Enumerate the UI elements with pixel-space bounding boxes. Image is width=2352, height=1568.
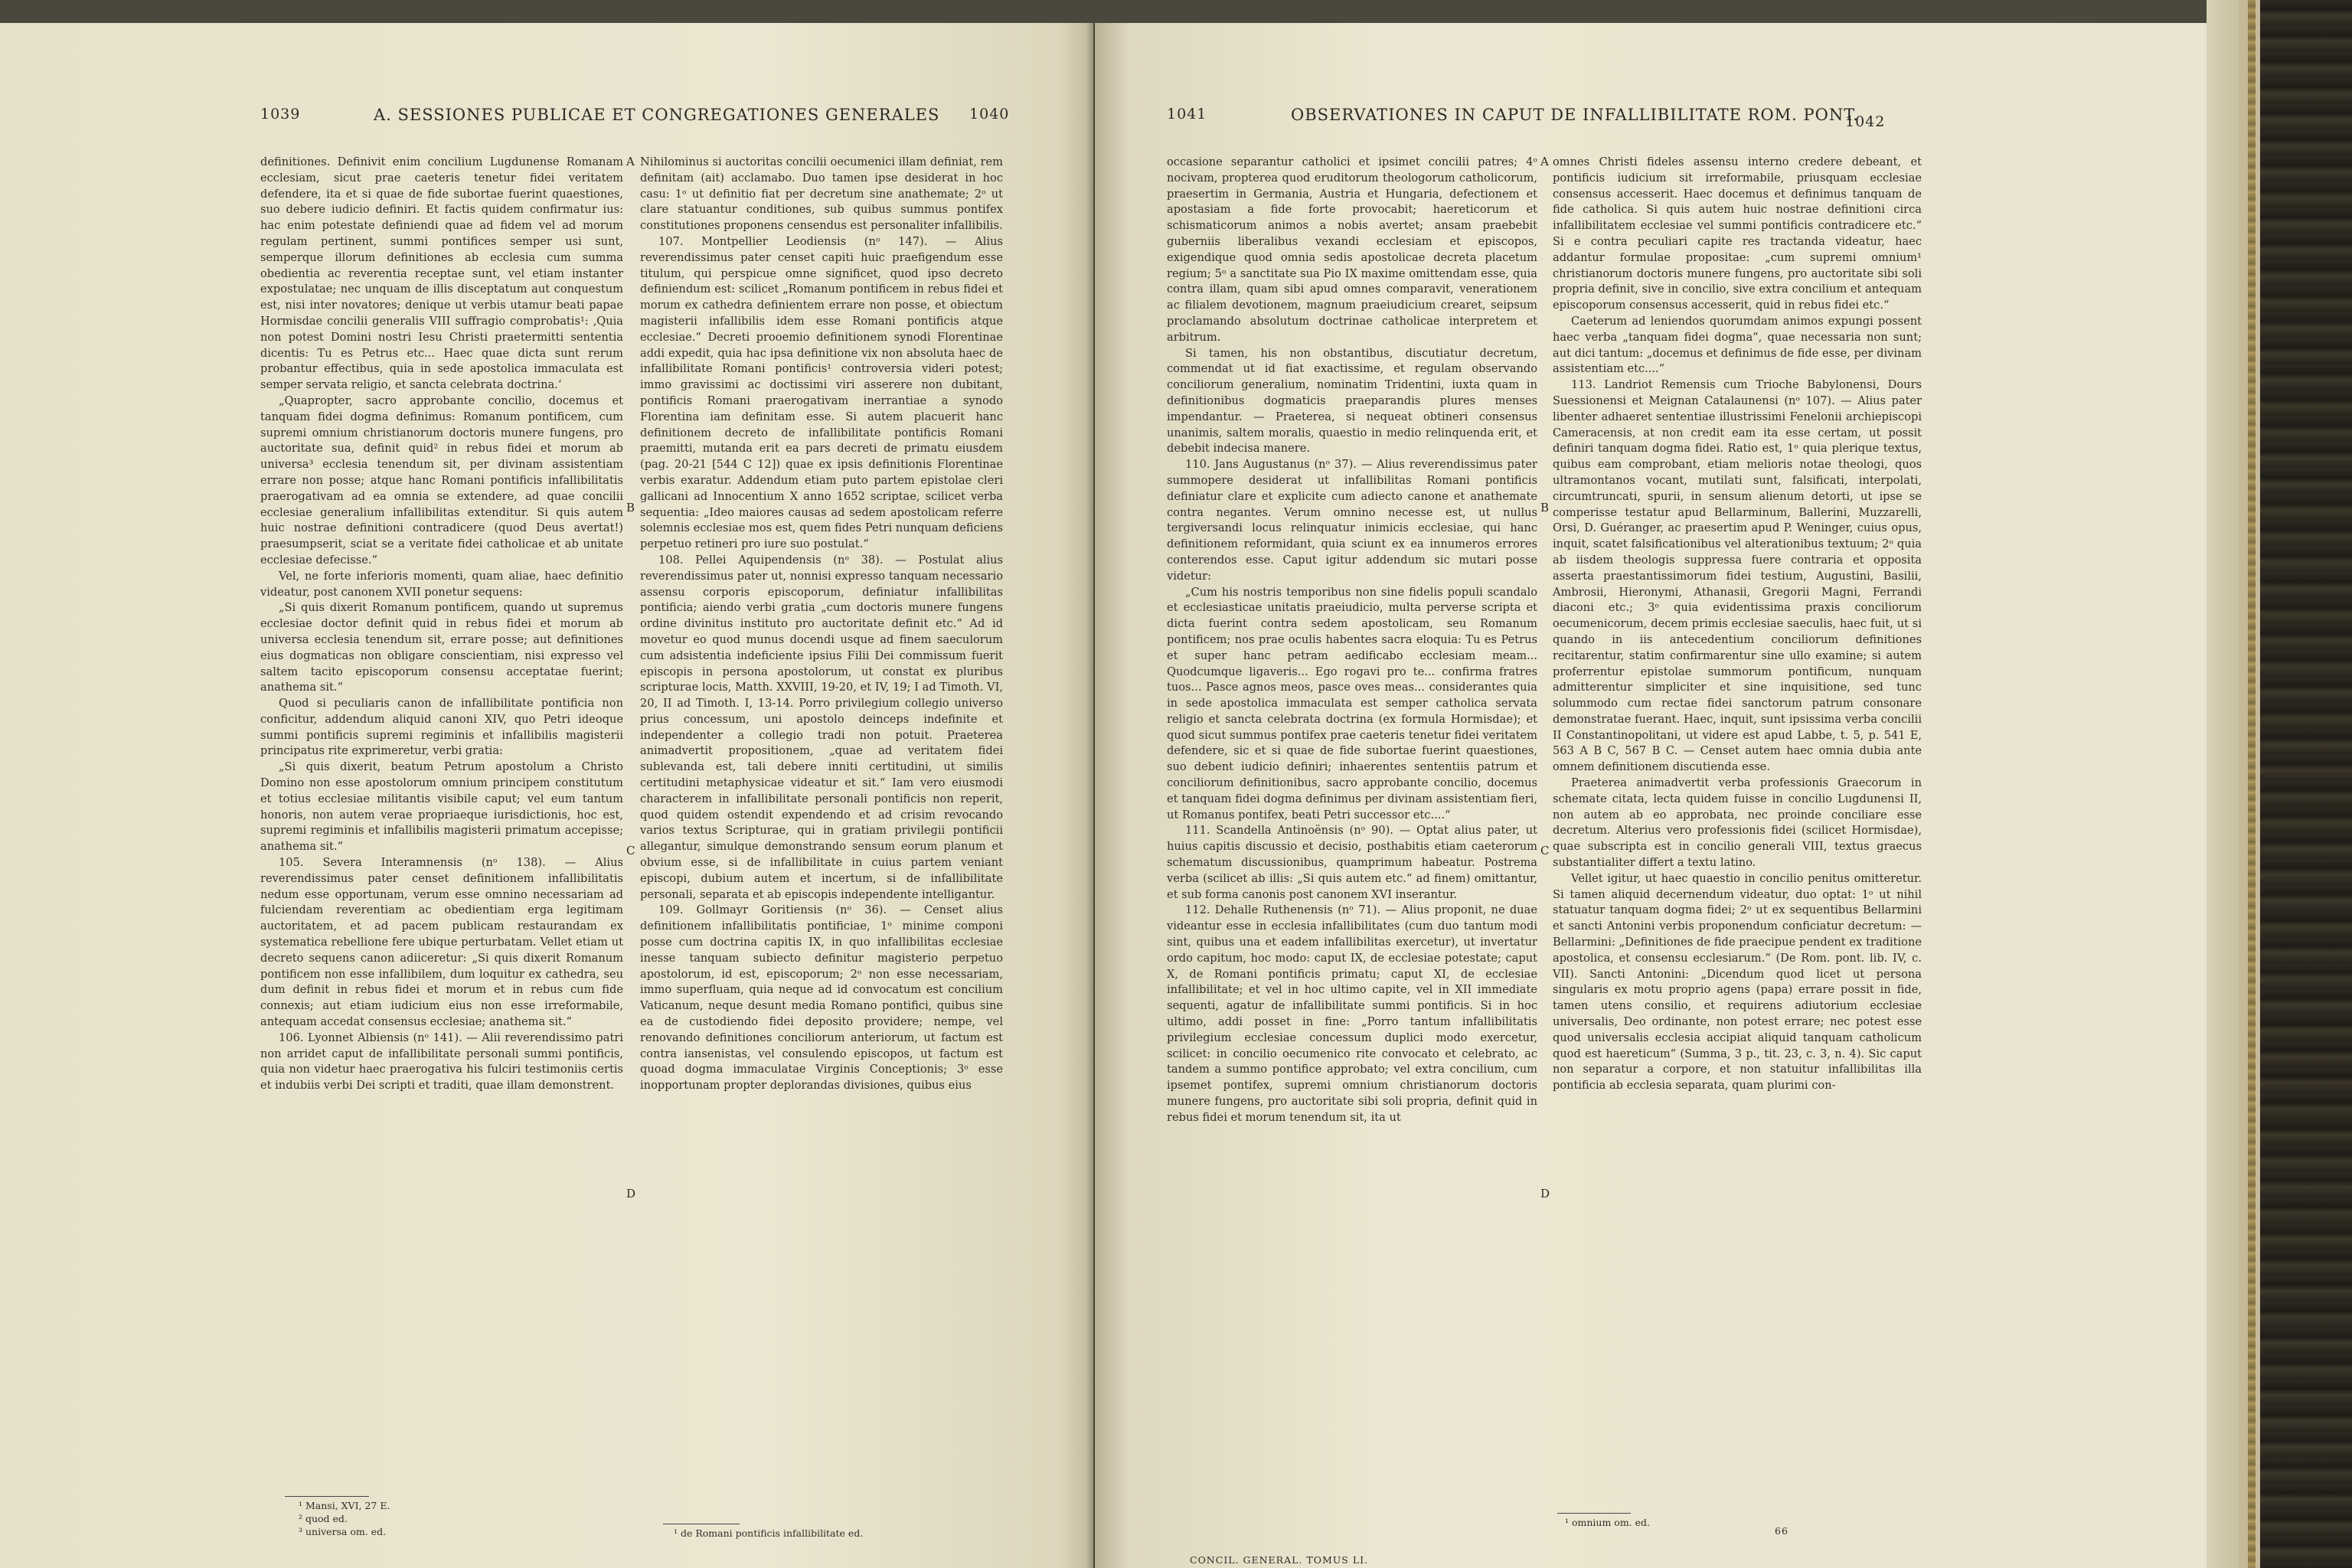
left-page <box>0 23 1093 1568</box>
margin-mark-a: A <box>1540 155 1549 168</box>
footnote: ² quod ed. <box>299 1513 348 1524</box>
paragraph: 110. Jans Augustanus (nᵒ 37). — Alius reverendissimus pater summopere desiderat ut infallibilitas Romani pontificis definiatur clare et explicite cum adiecto canone et anathemate contra negantes. Verum omnino necesse est, ut nullus tergiversandi locus relinquatur inimicis ecclesiae, qui hanc definitionem reformidant, quia sciunt ex ea innumeros errores conterendos esse. Caput igitur addendum sic mutari posse videtur: <box>1167 458 1537 583</box>
margin-mark-d: D <box>626 1187 636 1200</box>
signature-number: 66 <box>1775 1525 1788 1537</box>
paragraph: „Cum his nostris temporibus non sine fidelis populi scandalo et ecclesiasticae unitatis praeiudicio, multa perverse scripta et dicta fuerint contra sedem apostolicam, seu Romanum pontificem; nos prae oculis habentes sacra eloquia: Tu es Petrus et super hanc petram aedificabo ecclesiam meam... Quodcumque ligaveris... Ego rogavi pro te... confirma fratres tuos... Pasce agnos meos, pasce oves meas... considerantes quia in sede apostolica immaculata est semper catholica servata religio et sancta celebrata doctrina (ex formula Hormisdae); et quod sicut summus pontifex prae caeteris tenetur fidei veritatem defendere, sic et si quae de fide subortae fuerint quaestiones, suo debent iudicio definiri; inhaerentes sententiis patrum et conciliorum definitionibus, sacro approbante concilio, docemus et tanquam fidei dogma definimus per divinam assistentiam fieri, ut Romanus pontifex, beati Petri successor etc....“ <box>1167 585 1537 822</box>
footnote: ¹ Mansi, XVI, 27 E. <box>299 1500 390 1511</box>
left-page-column-b <box>640 155 1003 1094</box>
paragraph: „Si quis dixerit Romanum pontificem, quando ut supremus ecclesiae doctor definit quid in rebus fidei et morum ab universa ecclesia tenendum sit, errare posse; aut definitiones eius dogmaticas non obligare conscientiam, nisi expresso vel saltem tacito episcoporum consensu acceptatae fuerint; anathema sit.“ <box>260 601 623 694</box>
page-number-1039: 1039 <box>260 106 301 122</box>
paragraph: 106. Lyonnet Albiensis (nᵒ 141). — Alii reverendissimo patri non arridet caput de infallibilitate personali summi pontificis, quia non videtur haec praerogativa his fulciri testimoniis certis et indubiis verbi Dei scripti et traditi, quae illam demonstrent. <box>260 1031 623 1093</box>
paragraph: definitiones. Definivit enim concilium Lugdunense Romanam ecclesiam, sicut prae caeteris tenetur fidei veritatem defendere, ita et si quae de fide subortae fuerint quaestiones, suo debere iudicio definiri. Et factis quidem confirmatur ius: hac enim potestate definiendi quae ad fidem vel ad morum regulam pertinent, summi pontifices semper usi sunt, semperque illorum definitiones ab ecclesia cum summa obedientia ac reverentia receptae sunt, vel etiam instanter expostulatae; nec unquam de illis disceptatum aut conquestum est, nisi inter novatores; denique ut verbis utamur beati papae Hormisdae concilii generalis VIII suffragio comprobatis¹: ‚Quia non potest Domini nostri Iesu Christi praetermitti sententia dicentis: Tu es Petrus etc... Haec quae dicta sunt rerum probantur effectibus, quia in sede apostolica immaculata est semper servata religio, et sancta celebrata doctrina.‘ <box>260 155 623 392</box>
paragraph: omnes Christi fideles assensu interno credere debeant, et pontificis iudicium sit irreformabile, priusquam ecclesiae consensus accesserit. Haec docemus et definimus tanquam de fide catholica. Si quis autem huic nostrae definitioni circa infallibilitatem ecclesiae vel summi pontificis contradicere etc.“ Si e contra peculiari capite res tractanda videatur, haec addantur formulae propositae: „cum supremi omnium¹ christianorum doctoris munere fungens, pro auctoritate sibi soli propria definit, sive in concilio, sive extra concilium et antequam episcoporum consensus accesserit, quid in rebus fidei etc.“ <box>1553 155 1922 312</box>
paragraph: Si tamen, his non obstantibus, discutiatur decretum, commendat ut id fiat exactissime, et regulam observando conciliorum generalium, nominatim Tridentini, iuxta quam in definitionibus dogmaticis praeparandis plures menses impendantur. — Praeterea, si nequeat obtineri consensus unanimis, saltem moralis, quaestio in medio relinquenda erit, et debebit indecisa manere. <box>1167 346 1537 456</box>
paragraph: 113. Landriot Remensis cum Trioche Babylonensi, Dours Suessionensi et Meignan Catalaunensi (nᵒ 107). — Alius pater libenter adhaeret sententiae illustrissimi Fenelonii archiepiscopi Cameracensis, at non credit eam ita esse certam, ut possit definiri tanquam dogma fidei. Ratio est, 1ᵒ quia plerique textus, quibus eam comprobant, etiam melioris notae theologi, quos ultramontanos vocant, mutilati sunt, falsificati, interpolati, circumtruncati, spurii, in sensum alienum detorti, ut ipse se comperisse testatur apud Bellarminum, Ballerini, Muzzarelli, Orsi, D. Guéranger, ac praesertim apud P. Weninger, cuius opus, inquit, scatet falsificationibus vel alterationibus textuum; 2ᵒ quia ab iisdem theologis suppressa fuere contraria et opposita asserta praestantissimorum fidei testium, Augustini, Basilii, Ambrosii, Hieronymi, Athanasii, Gregorii Magni, Ferrandi diaconi etc.; 3ᵒ quia evidentissima praxis conciliorum oecumenicorum, decem primis ecclesiae saeculis, haec fuit, ut si quando in iis antecedentium conciliorum definitiones recitarentur, statim confirmarentur sine ullo examine; si autem proferrentur epistolae summorum pontificum, nunquam admitterentur simpliciter et sine inquisitione, sed tunc solummodo cum rectae fidei sanctorum patrum consonare demonstratae fuerant. Haec, inquit, sunt ipsissima verba concilii II Constantinopolitani, ut videre est apud Labbe, t. 5, p. 541 E, 563 A B C, 567 B C. — Censet autem haec omnia dubia ante omnem definitionem discutienda esse. <box>1553 378 1922 774</box>
running-title-right: OBSERVATIONES IN CAPUT DE INFALLIBILITATE ROM. PONT. <box>1291 106 1859 124</box>
footnotes-left-col-a <box>299 1499 390 1538</box>
paragraph: Vellet igitur, ut haec quaestio in concilio penitus omitteretur. Si tamen aliquid decernendum videatur, duo optat: 1ᵒ ut nihil statuatur tanquam dogma fidei; 2ᵒ ut ex sequentibus Bellarmini et sancti Antonini verbis proponendum conficiatur decretum: — Bellarmini: „Definitiones de fide praecipue pendent ex traditione apostolica, et consensu ecclesiarum.“ (De Rom. pont. lib. IV, c. VII). Sancti Antonini: „Dicendum quod licet ut persona singularis ex motu proprio agens (papa) errare possit in fide, tamen utens consilio, et requirens adiutorium ecclesiae universalis, Deo ordinante, non potest errare; nec potest esse quod universalis ecclesia accipiat aliquid tanquam catholicum quod est haereticum“ (Summa, 3 p., tit. 23, c. 3, n. 4). Sic caput non separatur a corpore, et non statuitur infallibilitas illa pontificia ab ecclesia separata, quam plurimi con- <box>1553 871 1922 1093</box>
paragraph: 107. Montpellier Leodiensis (nᵒ 147). — Alius reverendissimus pater censet capiti huic praefigendum esse titulum, qui perspicue omne significet, quod ipso decreto definiendum est: scilicet „Romanum pontificem in rebus fidei et morum ex cathedra definientem errare non posse, et obiectum magisterii infallibilis idem esse Romani pontificis atque ecclesiae.“ Decreti prooemio definitionem synodi Florentinae addi expedit, quia hac ipsa definitione vix non absoluta haec de infallibilitate Romani pontificis¹ controversia videri potest; immo gravissimi ac doctissimi viri asserere non dubitant, pontificis Romani praerogativam inerrantiae a synodo Florentina iam definitam esse. Si autem placuerit hanc definitionem decreto de infallibilitate pontificis Romani praemitti, mutanda erit ea pars decreti de primatu eiusdem (pag. 20-21 [544 C 12]) quae ex ipsis definitionis Florentinae verbis exaratur. Addendum etiam puto partem epistolae cleri gallicani ad Innocentium X anno 1652 scriptae, scilicet verba sequentia: „Ideo maiores causas ad sedem apostolicam referre solemnis ecclesiae mos est, quem fides Petri nunquam deficiens perpetuo retineri pro iure suo postulat.“ <box>640 234 1003 551</box>
margin-mark-c: C <box>1540 844 1550 858</box>
footnote-left-col-b: ¹ de Romani pontificis infallibilitate ed. <box>674 1527 864 1539</box>
margin-mark-b: B <box>1540 501 1550 514</box>
paragraph: Quod si peculiaris canon de infallibilitate pontificia non conficitur, addendum aliquid canoni XIV, quo Petri ideoque summi pontificis supremi regiminis et infallibilis magisterii principatus rite exprimeretur, verbi gratia: <box>260 697 623 758</box>
page-number-1042: 1042 <box>1845 113 1886 130</box>
spine-gilt-trim <box>2248 0 2256 1568</box>
margin-mark-c: C <box>626 844 635 858</box>
right-page <box>1095 23 2207 1568</box>
right-page-column-a <box>1167 155 1537 1126</box>
paragraph: occasione separantur catholici et ipsimet concilii patres; 4ᵒ nocivam, propterea quod eruditorum theologorum catholicorum, praesertim in Germania, Austria et Hungaria, defectionem et apostasiam a fide forte provocabit; haereticorum et schismaticorum animos a nobis avertet; ansam praebebit guberniis liberalibus vexandi ecclesiam et episcopos, exigendique quod omnia sedis apostolicae decreta placetum regium; 5ᵒ a sanctitate sua Pio IX maxime omittendam esse, quia contra illam, quam sibi apud omnes comparavit, venerationem ac filialem devotionem, magnum praeiudicium crearet, seipsum proclamando absolutum doctrinae catholicae interpretem et arbitrum. <box>1167 155 1537 344</box>
paragraph: Vel, ne forte inferioris momenti, quam aliae, haec definitio videatur, post canonem XVII ponetur sequens: <box>260 569 623 599</box>
running-title-left: A. SESSIONES PUBLICAE ET CONGREGATIONES GENERALES <box>374 106 940 124</box>
paragraph: 109. Gollmayr Goritiensis (nᵒ 36). — Censet alius definitionem infallibilitatis pontificiae, 1ᵒ minime componi posse cum doctrina capitis IX, in quo infallibilitas ecclesiae inesse tanquam subiecto definitur magisterio perpetuo apostolorum, id est, episcoporum; 2ᵒ non esse necessariam, immo superfluam, quia neque ad id convocatum est concilium Vaticanum, neque desunt media Romano pontifici, quibus sine ea de custodiendo fidei deposito providere; nempe, vel renovando definitiones conciliorum anteriorum, ut factum est contra iansenistas, vel consulendo episcopos, ut factum est quoad dogma immaculatae Virginis Conceptionis; 3ᵒ esse inopportunam propter deplorandas divisiones, quibus eius <box>640 903 1003 1093</box>
paragraph: „Quapropter, sacro approbante concilio, docemus et tanquam fidei dogma definimus: Romanum pontificem, cum supremi omnium christianorum doctoris munere fungens, pro auctoritate sua, definit quid² in rebus fidei et morum ab universa³ ecclesia tenendum sit, per divinam assistentiam errare non posse; atque hanc Romani pontificis infallibilitatis praerogativam ad ea omnia se extendere, ad quae concilii ecclesiae generalium infallibilitas extenditur. Si quis autem huic nostrae definitioni contradicere (quod Deus avertat!) praesumpserit, sciat se a veritate fidei catholicae et ab unitate ecclesiae defecisse.“ <box>260 394 623 567</box>
paragraph: „Si quis dixerit, beatum Petrum apostolum a Christo Domino non esse apostolorum omnium principem constitutum et totius ecclesiae militantis visibile caput; vel eum tantum honoris, non autem verae propriaeque iurisdictionis, hoc est, supremi regiminis et infallibilis magisterii primatum accepisse; anathema sit.“ <box>260 760 623 854</box>
paragraph: Nihilominus si auctoritas concilii oecumenici illam definiat, rem definitam (ait) acclamabo. Duo tamen ipse desiderat in hoc casu: 1ᵒ ut definitio fiat per decretum sine anathemate; 2ᵒ ut clare statuantur conditiones, sub quibus summus pontifex constitutiones proponens censendus est personaliter infallibilis. <box>640 155 1003 233</box>
margin-mark-a: A <box>626 155 635 168</box>
paragraph: 112. Dehalle Ruthenensis (nᵒ 71). — Alius proponit, ne duae videantur esse in ecclesia infallibilitates (cum duo tantum modi sint, quibus una et eadem infallibilitas exercetur), ut invertatur ordo capitum, hoc modo: caput IX, de ecclesiae potestate; caput X, de Romani pontificis primatu; caput XI, de ecclesiae infallibilitate; et vel in hoc ultimo capite, vel in XII immediate sequenti, agatur de infallibilitate summi pontificis. Si in hoc ultimo, addi posset in fine: „Porro tantum infallibilitatis privilegium ecclesiae concessum duplici modo exercetur, scilicet: in concilio oecumenico rite convocato et celebrato, ac tandem a summo pontifice approbato; vel extra concilium, cum ipsemet pontifex, supremi omnium christianorum doctoris munere fungens, pro auctoritate sibi soli propria, definit quid in rebus fidei et morum tenendum sit, ita ut <box>1167 903 1537 1124</box>
paragraph: 105. Severa Interamnensis (nᵒ 138). — Alius reverendissimus pater censet definitionem infallibilitatis nedum esse opportunam, verum esse omnino necessariam ad fulciendam reverentiam ac obedientiam erga legitimam auctoritatem, et ad pacem publicam restaurandam ex systematica rebellione fere ubique perturbatam. Vellet etiam ut decreto sequens canon adiiceretur: „Si quis dixerit Romanum pontificem non esse infallibilem, dum loquitur ex cathedra, seu dum definit in rebus fidei et morum et in rebus cum fide connexis; aut etiam iudicium eius non esse irreformabile, antequam accedat consensus ecclesiae; anathema sit.“ <box>260 856 623 1029</box>
page-number-1040: 1040 <box>969 106 1010 122</box>
margin-mark-d: D <box>1540 1187 1550 1200</box>
paragraph: 111. Scandella Antinoënsis (nᵒ 90). — Optat alius pater, ut huius capitis discussio et decisio, posthabitis etiam caeterorum schematum discussionibus, quamprimum habeatur. Postrema verba (scilicet ab illis: „Si quis autem etc.“ ad finem) omittantur, et sub forma canonis post canonem XVI inserantur. <box>1167 824 1537 901</box>
paragraph: Caeterum ad leniendos quorumdam animos expungi possent haec verba „tanquam fidei dogma“, quae necessaria non sunt; aut dici tantum: „docemus et definimus de fide esse, per divinam assistentiam etc....“ <box>1553 314 1922 376</box>
footnote-rule-right <box>1557 1513 1631 1514</box>
page-number-1041: 1041 <box>1167 106 1207 122</box>
footnote-right-col-b: ¹ omnium om. ed. <box>1565 1517 1650 1528</box>
footnote-rule-left <box>285 1496 369 1497</box>
margin-mark-b: B <box>626 501 635 514</box>
footnote: ³ universa om. ed. <box>299 1526 387 1537</box>
paragraph: 108. Pellei Aquipendensis (nᵒ 38). — Postulat alius reverendissimus pater ut, nonnisi expresso tanquam necessario assensu corporis episcoporum, definiatur infallibilitas pontificia; aiendo verbi gratia „cum doctoris munere fungens ordine divinitus instituto pro auctoritate definit etc.“ Ad id movetur eo quod munus docendi usque ad finem saeculorum cum adsistentia indeficiente ipsius Filii Dei commissum fuerit episcopis in persona apostolorum, ut constat ex pluribus scripturae locis, Matth. XXVIII, 19-20, et IV, 19; I ad Timoth. VI, 20, II ad Timoth. I, 13-14. Porro privilegium collegio universo prius concessum, uni apostolo deinceps indefinite et independenter a collegio tradi non potuit. Praeterea animadvertit propositionem, „quae ad veritatem fidei sublevanda est, tali debere inniti certitudini, ut similis certitudini metaphysicae videatur et sit.“ Iam vero eiusmodi characterem in infallibilitate personali pontificis non reperit, quod quidem ostendit expendendo et ad crisim revocando varios textus Scripturae, qui in gratiam privilegii pontificii allegantur, simulque demonstrando sensum eorum planum et obvium esse, si de infallibilitate in cuius partem veniant episcopi, dubium autem et incertum, si de infallibilitate personali, separata et ab episcopis independente intelligantur. <box>640 553 1003 901</box>
volume-signature: CONCIL. GENERAL. TOMUS LI. <box>1190 1554 1369 1566</box>
page-edges <box>2207 0 2239 1568</box>
left-page-column-a <box>260 155 623 1094</box>
book-spine <box>2260 0 2352 1568</box>
right-page-column-b <box>1553 155 1922 1094</box>
paragraph: Praeterea animadvertit verba professionis Graecorum in schemate citata, lecta quidem fuisse in concilio Lugdunensi II, non autem ab eo approbata, nec proinde conciliare esse decretum. Alterius vero professionis fidei (scilicet Hormisdae), quae subscripta est in concilio generali VIII, textus graecus substantialiter differt a textu latino. <box>1553 776 1922 870</box>
